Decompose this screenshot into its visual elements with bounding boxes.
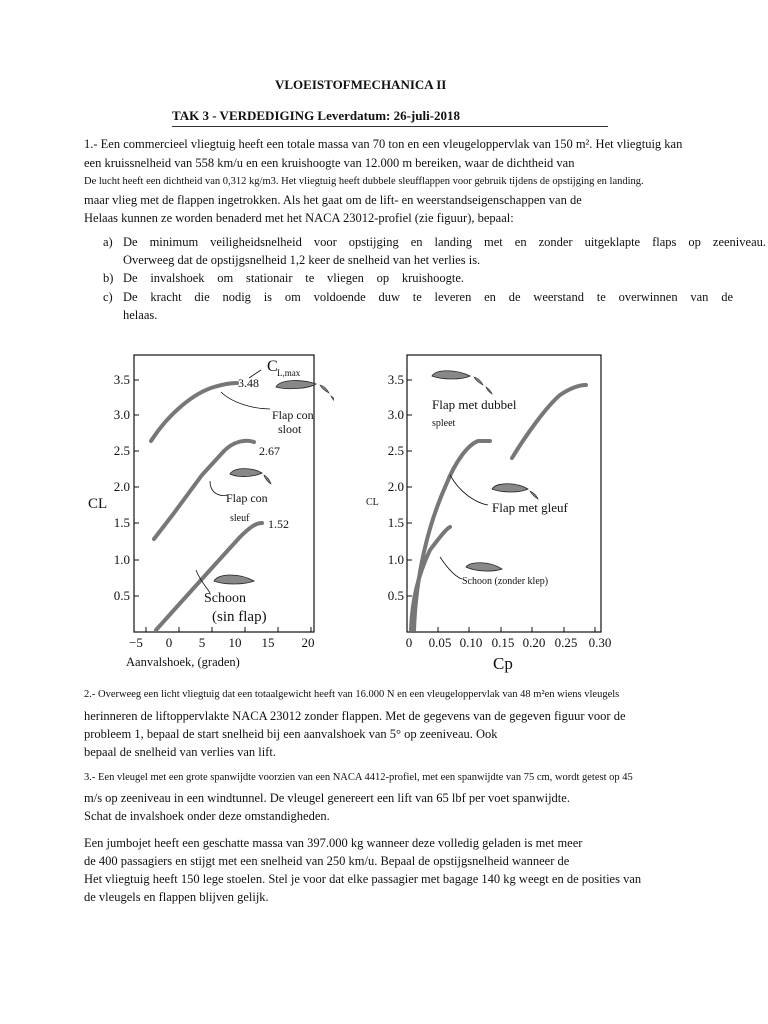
left-xtick-10: 10 bbox=[228, 635, 242, 650]
p2-line1: 2.- Overweeg een licht vliegtuig dat een totaalgewicht heeft van 16.000 N en een vleugeloppervlak van 48 m²en wiens vleugels bbox=[84, 689, 620, 700]
clmax-label: C bbox=[267, 358, 278, 375]
right-ytick-35: 3.5 bbox=[387, 372, 404, 387]
left-ytick-15: 1.5 bbox=[113, 515, 130, 530]
right-ytick-10: 1.0 bbox=[387, 552, 404, 567]
p1-line4: maar vlieg met de flappen ingetrokken. Als het gaat om de lift- en weerstandseigenschappen van de bbox=[84, 193, 582, 207]
right-ytick-15: 1.5 bbox=[387, 515, 404, 530]
airfoil-clean-icon bbox=[214, 575, 254, 584]
course-title: VLOEISTOFMECHANICA II bbox=[275, 77, 447, 92]
label-flap-con2: Flap con bbox=[226, 491, 268, 505]
left-xtick-m5: −5 bbox=[129, 635, 143, 650]
p1-b-line1: De invalshoek om stationair te vliegen op kruishoogte. bbox=[123, 271, 464, 285]
airfoil-double-icon bbox=[276, 381, 316, 389]
left-xtick-15: 15 bbox=[261, 635, 275, 650]
p1-c-line1: De kracht die nodig is om voldoende duw te leveren en de weerstand te overwinnen van de bbox=[123, 290, 733, 304]
p4-line1: Een jumbojet heeft een geschatte massa van 397.000 kg wanneer deze volledig geladen is met meer bbox=[84, 836, 583, 850]
label-267: 2.67 bbox=[259, 444, 280, 458]
right-ytick-20: 2.0 bbox=[387, 479, 404, 494]
left-ytick-35: 3.5 bbox=[113, 372, 130, 387]
airfoil-clean-right-icon bbox=[466, 563, 502, 571]
curve-dubbel-right bbox=[512, 385, 586, 458]
right-ytick-30: 3.0 bbox=[387, 407, 404, 422]
left-ytick-25: 2.5 bbox=[113, 443, 130, 458]
right-xtick-005: 0.05 bbox=[428, 635, 452, 650]
flap-piece2-icon bbox=[331, 396, 334, 403]
task-title: TAK 3 - VERDEDIGING Leverdatum: 26-juli-2018 bbox=[172, 108, 461, 123]
label-schoon-right: Schoon (zonder klep) bbox=[462, 576, 549, 587]
right-xtick-030: 0.30 bbox=[588, 635, 612, 650]
p2-line2: herinneren de liftoppervlakte NACA 23012 zonder flappen. Met de gegevens van de gegeven figuur voor de bbox=[84, 709, 626, 723]
p1-a-line1: De minimum veiligheidsnelheid voor opstijging en landing met en zonder uitgeklapte flaps op zeeniveau. bbox=[123, 235, 766, 249]
left-ytick-20: 2.0 bbox=[113, 479, 130, 494]
curve-gleuf-right bbox=[414, 441, 490, 630]
p4-line4: de vleugels en flappen blijven gelijk. bbox=[84, 890, 269, 904]
left-xlabel: Aanvalshoek, (graden) bbox=[126, 655, 240, 669]
p1-line5: Helaas kunnen ze worden benaderd met het NACA 23012-profiel (zie figuur), bepaal: bbox=[84, 211, 514, 225]
left-ylabel: CL bbox=[88, 496, 108, 512]
p4-line2: de 400 passagiers en stijgt met een snelheid van 250 km/u. Bepaal de opstijgsnelheid wanneer de bbox=[84, 854, 570, 868]
left-ytick-30: 3.0 bbox=[113, 407, 130, 422]
cl-vs-angle-chart bbox=[84, 345, 334, 675]
p3-line1: 3.- Een vleugel met een grote spanwijdte voorzien van een NACA 4412-profiel, met een spanwijdte van 75 cm, wordt getest op 45 bbox=[84, 772, 633, 783]
right-xlabel: Cp bbox=[493, 654, 513, 673]
label-flap-con: Flap con bbox=[272, 408, 314, 422]
left-xtick-5: 5 bbox=[198, 635, 206, 650]
airfoil-double-right-icon bbox=[432, 371, 470, 379]
airfoil-slot-icon bbox=[230, 469, 262, 477]
p2-line3: probleem 1, bepaal de start snelheid bij een aanvalshoek van 5° op zeeniveau. Ook bbox=[84, 727, 498, 741]
flap-slot-right-icon bbox=[530, 491, 538, 499]
airfoil-slot-right-icon bbox=[492, 484, 528, 492]
p1-line1: 1.- Een commercieel vliegtuig heeft een totale massa van 70 ton en een vleugeloppervlak van 150 m². Het vliegtuig kan bbox=[84, 137, 683, 151]
label-sin-flap: (sin flap) bbox=[212, 609, 267, 625]
p1-c-label: c) bbox=[103, 290, 113, 304]
right-ytick-05: 0.5 bbox=[387, 588, 404, 603]
p1-c-line2: helaas. bbox=[123, 308, 158, 322]
label-sloot: sloot bbox=[278, 422, 302, 436]
label-gleuf: Flap met gleuf bbox=[492, 500, 568, 515]
p1-line3: De lucht heeft een dichtheid van 0,312 kg/m3. Het vliegtuig heeft dubbele sleufflappen voor gebruik tijdens de opstijging en landing. bbox=[84, 176, 644, 187]
right-xtick-0: 0 bbox=[405, 635, 413, 650]
flap-piece-right-icon bbox=[474, 377, 483, 385]
right-ytick-25: 2.5 bbox=[387, 443, 404, 458]
p3-line2: m/s op zeeniveau in een windtunnel. De vleugel genereert een lift van 65 lbf per voet spanwijdte. bbox=[84, 791, 570, 805]
curve-flap-sloot bbox=[151, 383, 237, 441]
p1-b-label: b) bbox=[103, 271, 114, 285]
p3-line3: Schat de invalshoek onder deze omstandigheden. bbox=[84, 809, 330, 823]
curve-flap-sleuf bbox=[154, 441, 254, 539]
left-xtick-0: 0 bbox=[165, 635, 173, 650]
right-xtick-025: 0.25 bbox=[554, 635, 578, 650]
flap-piece-icon bbox=[320, 385, 329, 393]
p1-a-line2: Overweeg dat de opstijgsnelheid 1,2 keer de snelheid van het verlies is. bbox=[123, 253, 481, 267]
label-sleuf: sleuf bbox=[230, 513, 250, 524]
label-spleet: spleet bbox=[432, 418, 456, 429]
label-dubbel: Flap met dubbel bbox=[432, 397, 517, 412]
cl-vs-cd-chart bbox=[360, 345, 620, 675]
flap-slot-icon bbox=[264, 475, 271, 484]
left-ytick-05: 0.5 bbox=[113, 588, 130, 603]
right-ylabel: CL bbox=[366, 497, 379, 508]
p4-line3: Het vliegtuig heeft 150 lege stoelen. Stel je voor dat elke passagier met bagage 140 kg weegt en de posities van bbox=[84, 872, 642, 886]
clmax-sub: L,max bbox=[277, 368, 301, 378]
title-rule bbox=[172, 126, 608, 127]
left-xtick-20: 20 bbox=[301, 635, 315, 650]
label-schoon: Schoon bbox=[204, 591, 246, 606]
left-ytick-10: 1.0 bbox=[113, 552, 130, 567]
right-xtick-010: 0.10 bbox=[459, 635, 483, 650]
flap-piece2-right-icon bbox=[486, 387, 492, 394]
right-xtick-020: 0.20 bbox=[522, 635, 546, 650]
label-152: 1.52 bbox=[268, 517, 289, 531]
right-xtick-015: 0.15 bbox=[491, 635, 515, 650]
p2-line4: bepaal de snelheid van verlies van lift. bbox=[84, 745, 276, 759]
p1-a-label: a) bbox=[103, 235, 113, 249]
p1-line2: een kruissnelheid van 558 km/u en een kruishoogte van 12.000 m bereiken, waar de dichtheid van bbox=[84, 156, 575, 170]
label-348: 3.48 bbox=[238, 376, 259, 390]
